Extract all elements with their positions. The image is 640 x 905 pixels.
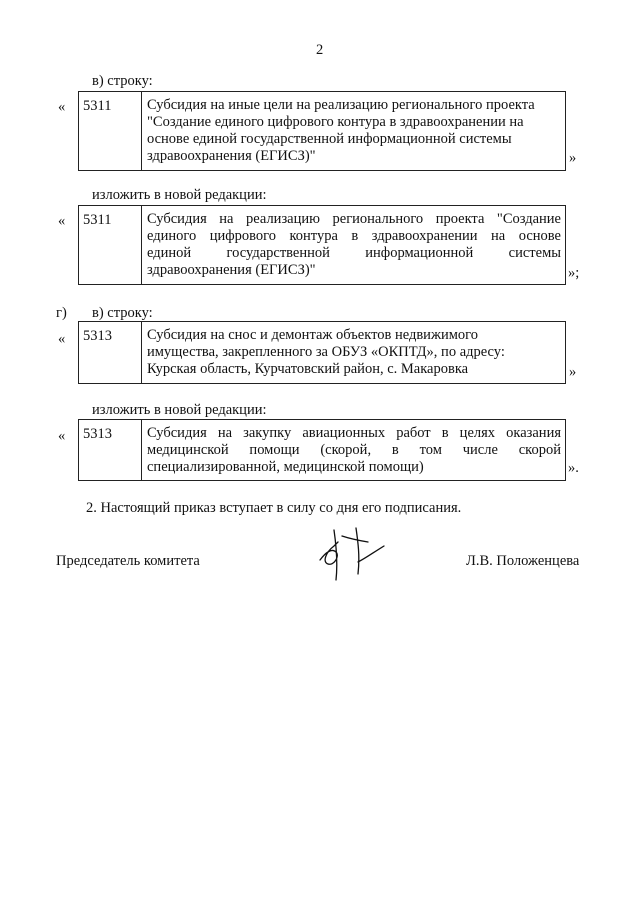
block-2-close-quote: »;: [568, 265, 580, 281]
block-2-line-1: Субсидия на реализацию регионального проекта "Создание: [147, 211, 561, 227]
block-3-table: [78, 321, 566, 384]
block-1-close-quote: »: [569, 150, 577, 166]
block-1-table: [78, 91, 566, 171]
block-3-description: [147, 327, 561, 378]
block-4-line-3: специализированной, медицинской помощи): [147, 459, 424, 475]
effective-date-paragraph: 2. Настоящий приказ вступает в силу со дня его подписания.: [86, 500, 462, 516]
block-4-divider: [141, 420, 142, 480]
block-1-divider: [141, 92, 142, 170]
block-2-line-4: здравоохранения (ЕГИСЗ)": [147, 262, 316, 278]
block-4-open-quote: «: [58, 428, 66, 444]
block-2-description: [147, 211, 561, 279]
block-1-line-3: основе единой государственной информационной системы: [147, 131, 512, 147]
block-1-code: 5311: [83, 98, 112, 114]
signature-mark: [312, 522, 392, 582]
block-3-code: 5313: [83, 328, 112, 344]
block-4-intro: изложить в новой редакции:: [92, 402, 267, 418]
block-2-intro: изложить в новой редакции:: [92, 187, 267, 203]
block-1-line-1: Субсидия на иные цели на реализацию регионального проекта: [147, 97, 535, 113]
block-4-line-1: Субсидия на закупку авиационных работ в целях оказания: [147, 425, 561, 441]
item-g-letter: г): [56, 305, 67, 321]
block-4-table: [78, 419, 566, 481]
block-2-line-2: единого цифрового контура в здравоохранении на основе: [147, 228, 561, 244]
block-4-line-2: медицинской помощи (скорой, в том числе скорой: [147, 442, 561, 458]
block-3-open-quote: «: [58, 331, 66, 347]
block-3-intro: в) строку:: [92, 305, 153, 321]
signatory-position: Председатель комитета: [56, 553, 200, 569]
block-3-line-2: имущества, закрепленного за ОБУЗ «ОКПТД», по адресу:: [147, 344, 505, 360]
block-4-code: 5313: [83, 426, 112, 442]
signatory-name: Л.В. Положенцева: [466, 553, 580, 569]
block-1-line-2: "Создание единого цифрового контура в здравоохранении на: [147, 114, 524, 130]
block-1-line-4: здравоохранения (ЕГИСЗ)": [147, 148, 316, 164]
block-3-line-1: Субсидия на снос и демонтаж объектов недвижимого: [147, 327, 478, 343]
block-3-close-quote: »: [569, 364, 577, 380]
page-number: 2: [316, 42, 324, 58]
block-2-code: 5311: [83, 212, 112, 228]
block-3-line-3: Курская область, Курчатовский район, с. Макаровка: [147, 361, 469, 377]
block-1-description: [147, 97, 561, 165]
block-2-divider: [141, 206, 142, 284]
block-2-line-3: единой государственной информационной системы: [147, 245, 561, 261]
block-4-description: [147, 425, 561, 476]
block-4-close-quote: ».: [568, 460, 579, 476]
block-1-intro: в) строку:: [92, 73, 153, 89]
block-2-table: [78, 205, 566, 285]
block-1-open-quote: «: [58, 99, 66, 115]
block-2-open-quote: «: [58, 213, 66, 229]
block-3-divider: [141, 322, 142, 383]
